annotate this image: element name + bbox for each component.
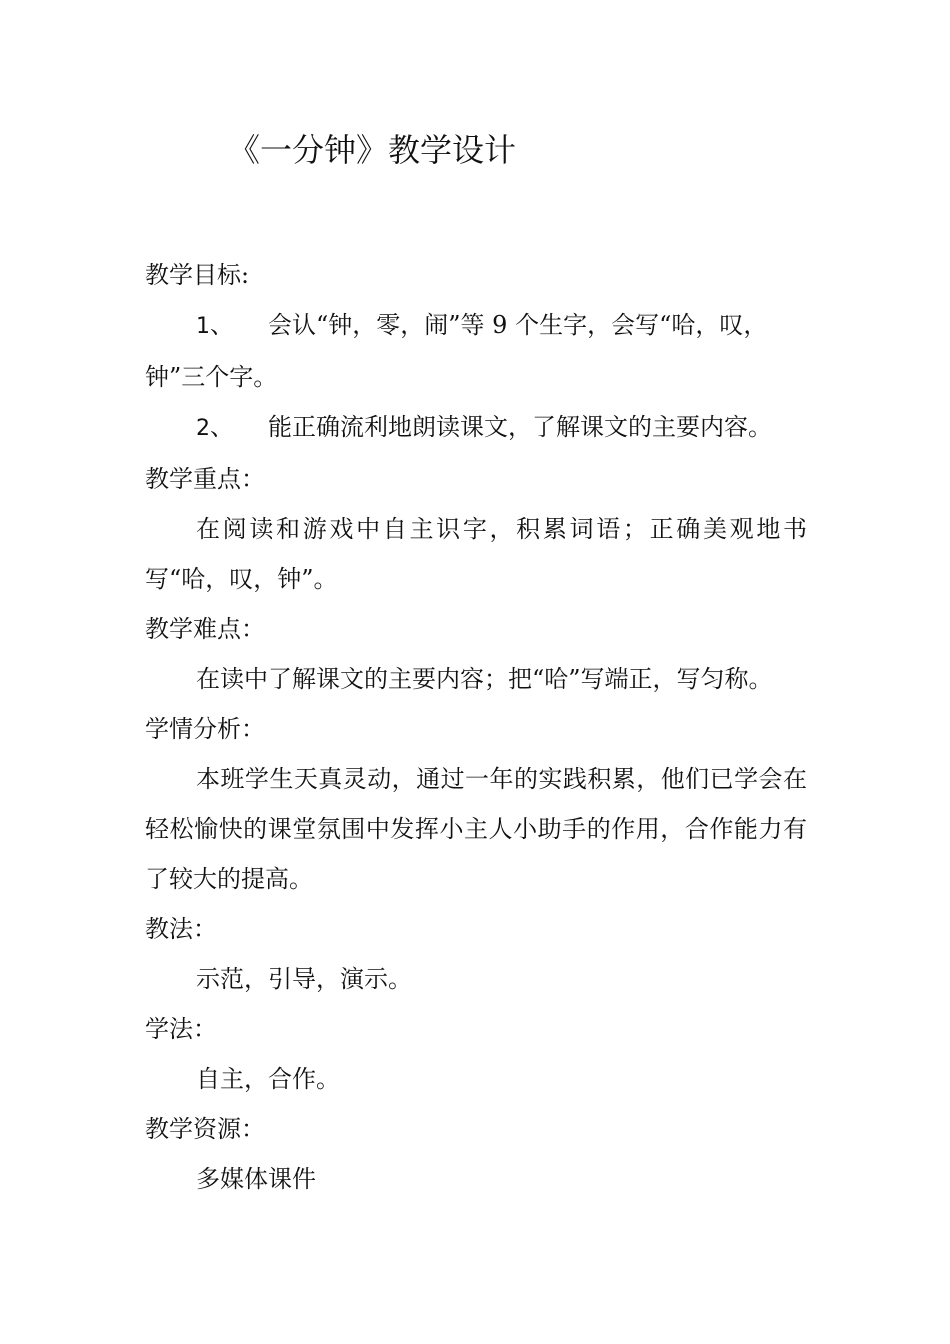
key-points-text: 在阅读和游戏中自主识字，积累词语；正确美观地书写“哈，叹，钟”。	[145, 515, 807, 593]
document-title: 《一分钟》教学设计	[228, 131, 517, 169]
document-body	[145, 250, 807, 1204]
objective-mark-2: 、	[210, 413, 234, 441]
learning-methods-text: 自主，合作。	[196, 1065, 340, 1093]
objective-item-1	[145, 300, 807, 402]
objective-number-2: 2	[196, 416, 210, 441]
teaching-methods-heading: 教法：	[145, 915, 217, 943]
objective-mark-1: 、	[210, 311, 234, 339]
objective-text-1: 会认“钟，零，闹”等 9 个生字，会写“哈，叹，钟”三个字。	[145, 311, 768, 391]
key-points-heading: 教学重点：	[145, 465, 265, 493]
learning-methods-heading: 学法：	[145, 1015, 217, 1043]
learner-analysis-heading: 学情分析：	[145, 715, 265, 743]
objectives-heading: 教学目标:	[145, 261, 250, 289]
resources-text: 多媒体课件	[196, 1165, 316, 1193]
objective-text-2: 能正确流利地朗读课文，了解课文的主要内容。	[268, 413, 772, 441]
difficulties-heading: 教学难点：	[145, 615, 265, 643]
difficulties-text: 在读中了解课文的主要内容；把“哈”写端正，写匀称。	[196, 665, 773, 693]
objective-number-1: 1	[196, 314, 210, 339]
objective-item-2	[145, 402, 807, 454]
learner-analysis-text: 本班学生天真灵动，通过一年的实践积累，他们已学会在轻松愉快的课堂氛围中发挥小主人小助手的作用，合作能力有了较大的提高。	[145, 765, 807, 893]
resources-heading: 教学资源：	[145, 1115, 265, 1143]
teaching-methods-text: 示范，引导，演示。	[196, 965, 412, 993]
